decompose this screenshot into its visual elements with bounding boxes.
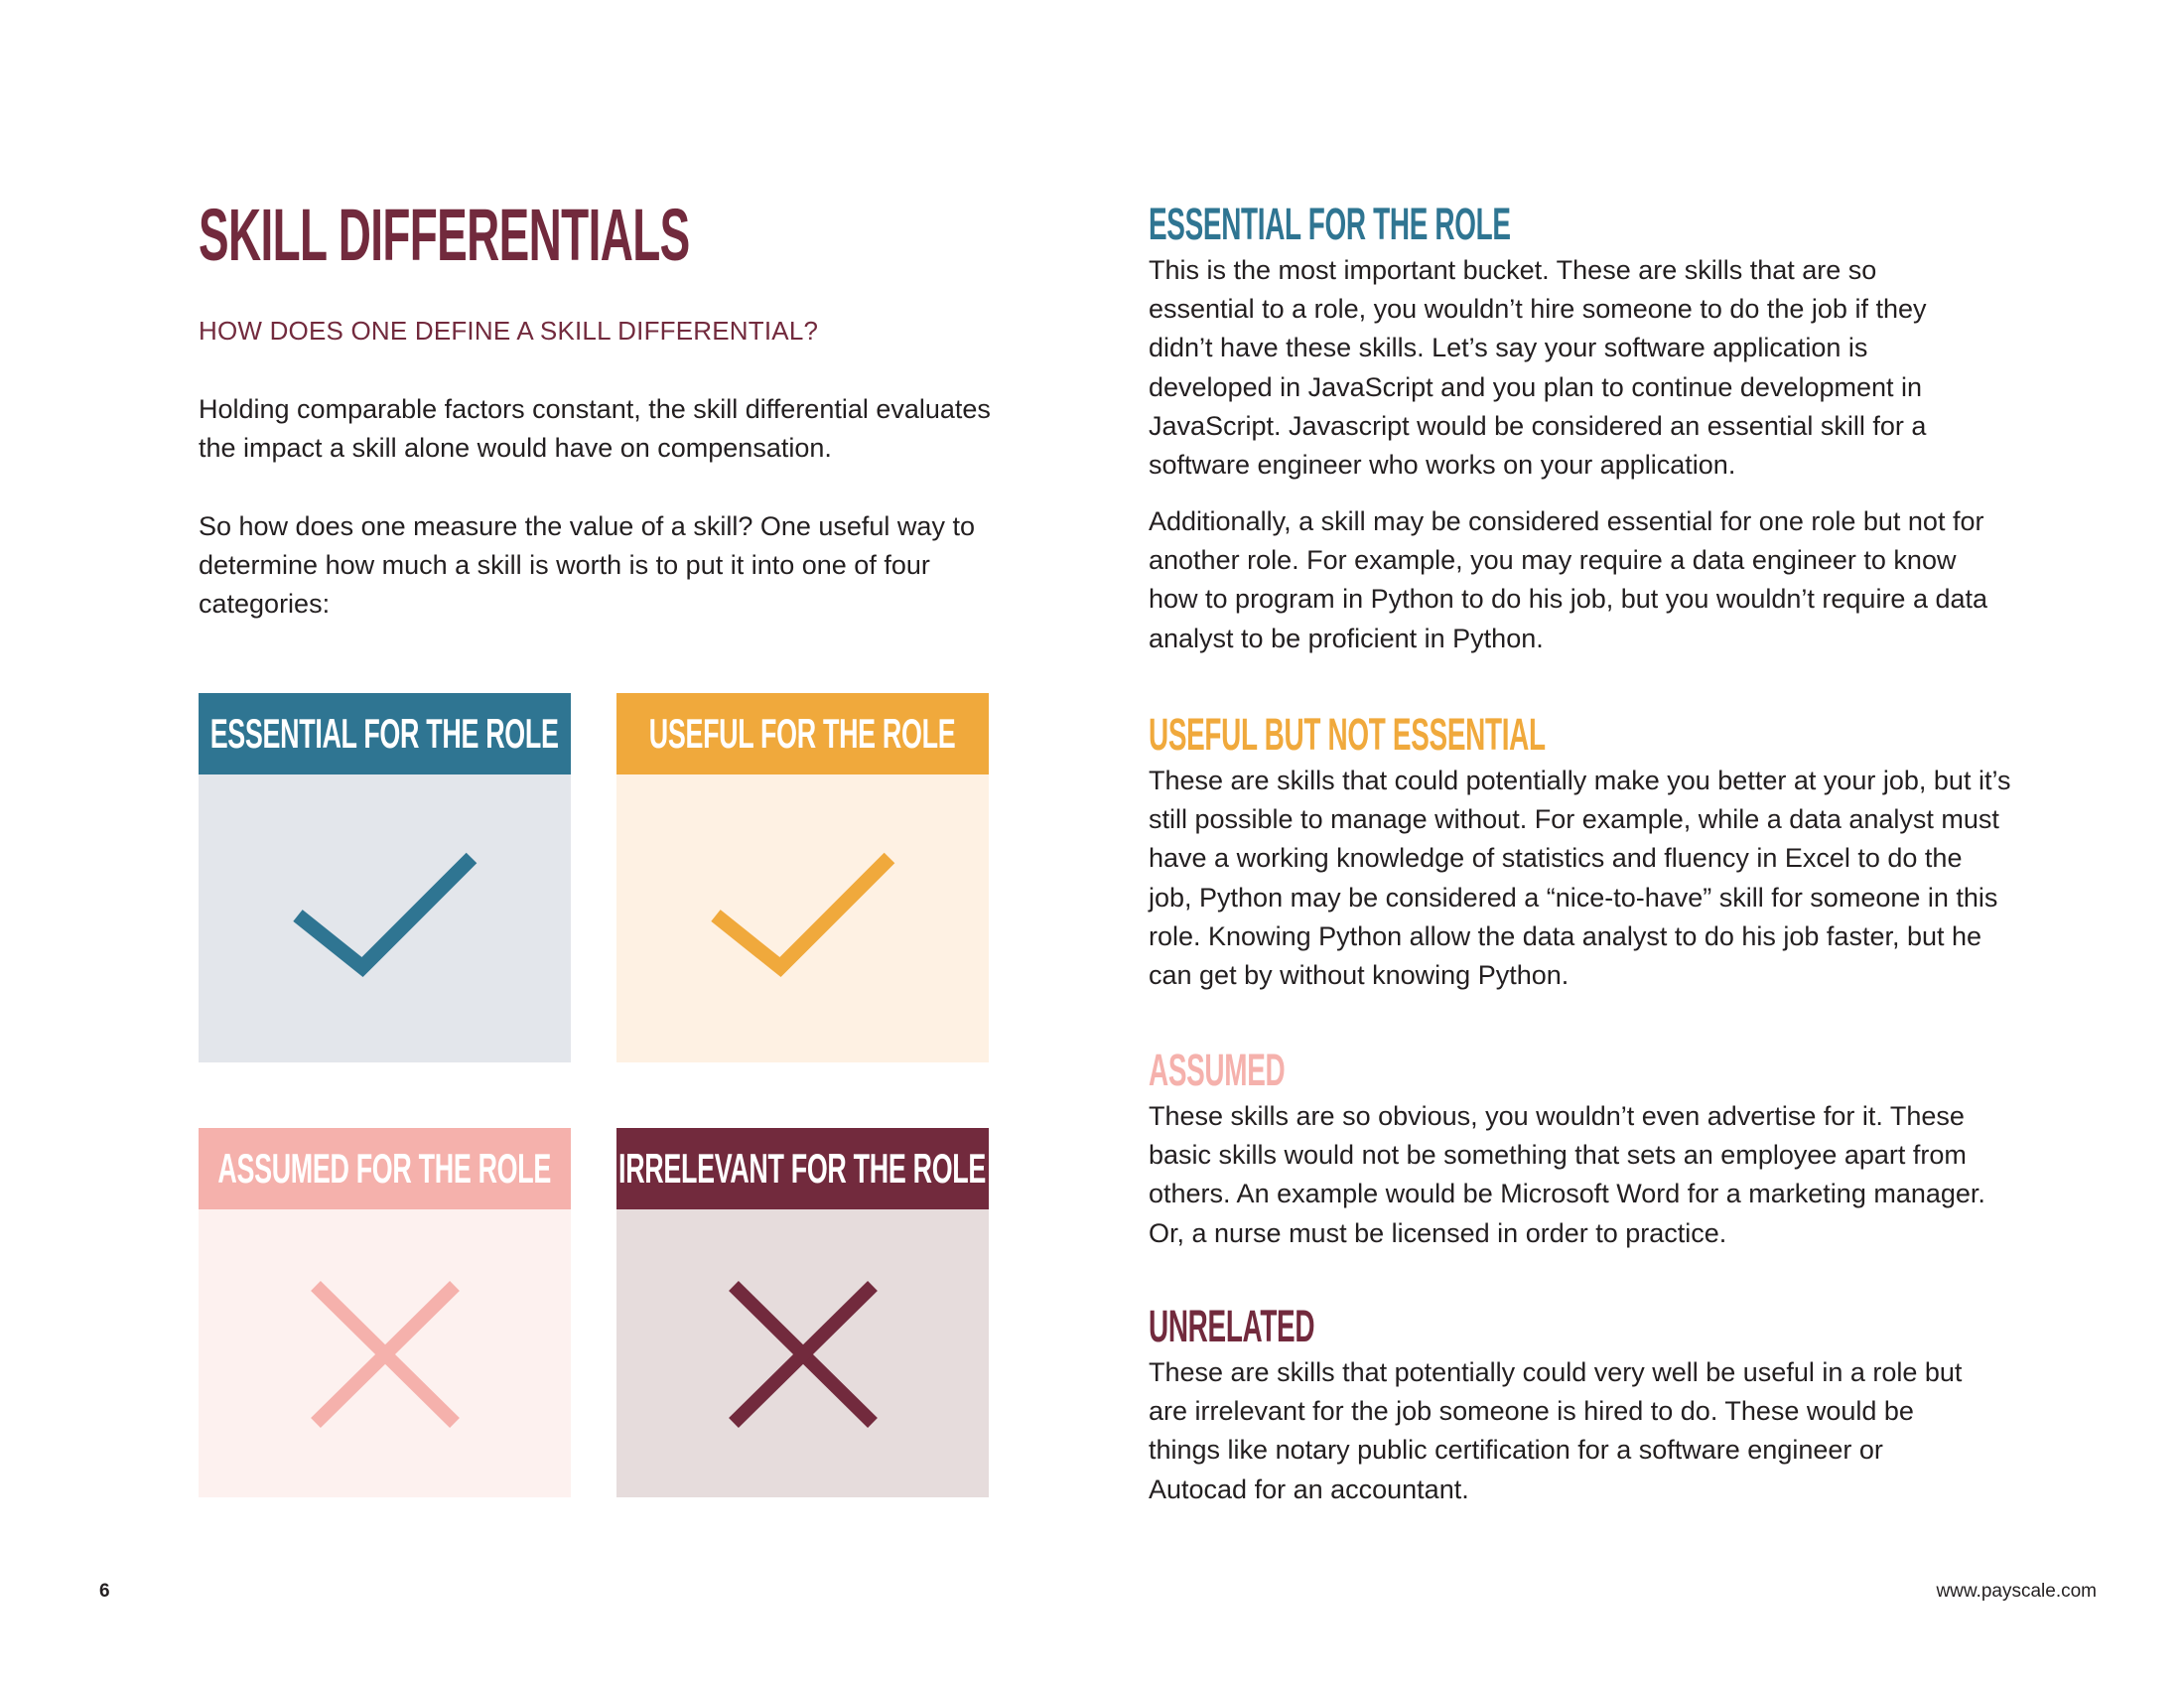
card-body: [199, 774, 571, 1062]
card-label: IRRELEVANT FOR THE ROLE: [618, 1145, 987, 1192]
section-essential-paragraph-2: Additionally, a skill may be considered essential for one role but not for another role. For example, you may require a data engineer to know how to program in Python to do his job, but you wouldn’t require a data analyst to be proficient in Python.: [1149, 506, 1988, 653]
card-useful: [616, 693, 989, 1062]
intro-paragraph-2: So how does one measure the value of a skill? One useful way to determine how much a skill is worth is to put it into one of four categories:: [199, 511, 975, 619]
card-label: ESSENTIAL FOR THE ROLE: [210, 710, 559, 757]
intro-paragraph-1: Holding comparable factors constant, the skill differential evaluates the impact a skill alone would have on compensation.: [199, 394, 991, 463]
check-icon: [616, 774, 989, 1062]
section-useful-paragraph: These are skills that could potentially make you better at your job, but it’s still possible to manage without. For example, while a data analyst must have a working knowledge of statistics and fluency in Excel to do the job, Python may be considered a “nice-to-have” skill for someone in this role. Knowing Python allow the data analyst to do his job faster, but he can get by without knowing Python.: [1149, 766, 2011, 991]
card-body: [199, 1209, 571, 1497]
card-body: [616, 774, 989, 1062]
page-number: 6: [99, 1581, 110, 1602]
card-header: [616, 1128, 989, 1209]
page-subtitle: HOW DOES ONE DEFINE A SKILL DIFFERENTIAL?: [199, 316, 819, 346]
section-heading-unrelated: UNRELATED: [1149, 1301, 1315, 1351]
card-essential: [199, 693, 571, 1062]
section-heading-useful: USEFUL BUT NOT ESSENTIAL: [1149, 709, 1546, 760]
skill-category-grid: [199, 693, 989, 1497]
card-header: [199, 1128, 571, 1209]
section-heading-assumed: ASSUMED: [1149, 1045, 1286, 1095]
x-icon: [199, 1209, 571, 1497]
card-assumed: [199, 1128, 571, 1497]
section-essential-paragraph-1: This is the most important bucket. These are skills that are so essential to a role, you wouldn’t hire someone to do the job if they didn’t have these skills. Let’s say your software application is developed in JavaScript and you plan to continue development in JavaScript. Javascript would be considered an essential skill for a software engineer who works on your application.: [1149, 255, 1927, 481]
page-title: SKILL DIFFERENTIALS: [199, 194, 690, 276]
card-label: ASSUMED FOR THE ROLE: [217, 1145, 552, 1192]
card-header: [199, 693, 571, 774]
section-heading-essential: ESSENTIAL FOR THE ROLE: [1149, 199, 1511, 249]
x-icon: [616, 1209, 989, 1497]
card-irrelevant: [616, 1128, 989, 1497]
check-icon: [199, 774, 571, 1062]
section-unrelated-paragraph: These are skills that potentially could very well be useful in a role but are irrelevant for the job someone is hired to do. These would be things like notary public certification for a software engineer or Autocad for an accountant.: [1149, 1357, 1963, 1504]
card-body: [616, 1209, 989, 1497]
card-label: USEFUL FOR THE ROLE: [649, 710, 956, 757]
card-header: [616, 693, 989, 774]
section-assumed-paragraph: These skills are so obvious, you wouldn’t even advertise for it. These basic skills would not be something that sets an employee apart from others. An example would be Microsoft Word for a marketing manager. Or, a nurse must be licensed in order to practice.: [1149, 1101, 1985, 1248]
footer-url: www.payscale.com: [1936, 1581, 2097, 1602]
